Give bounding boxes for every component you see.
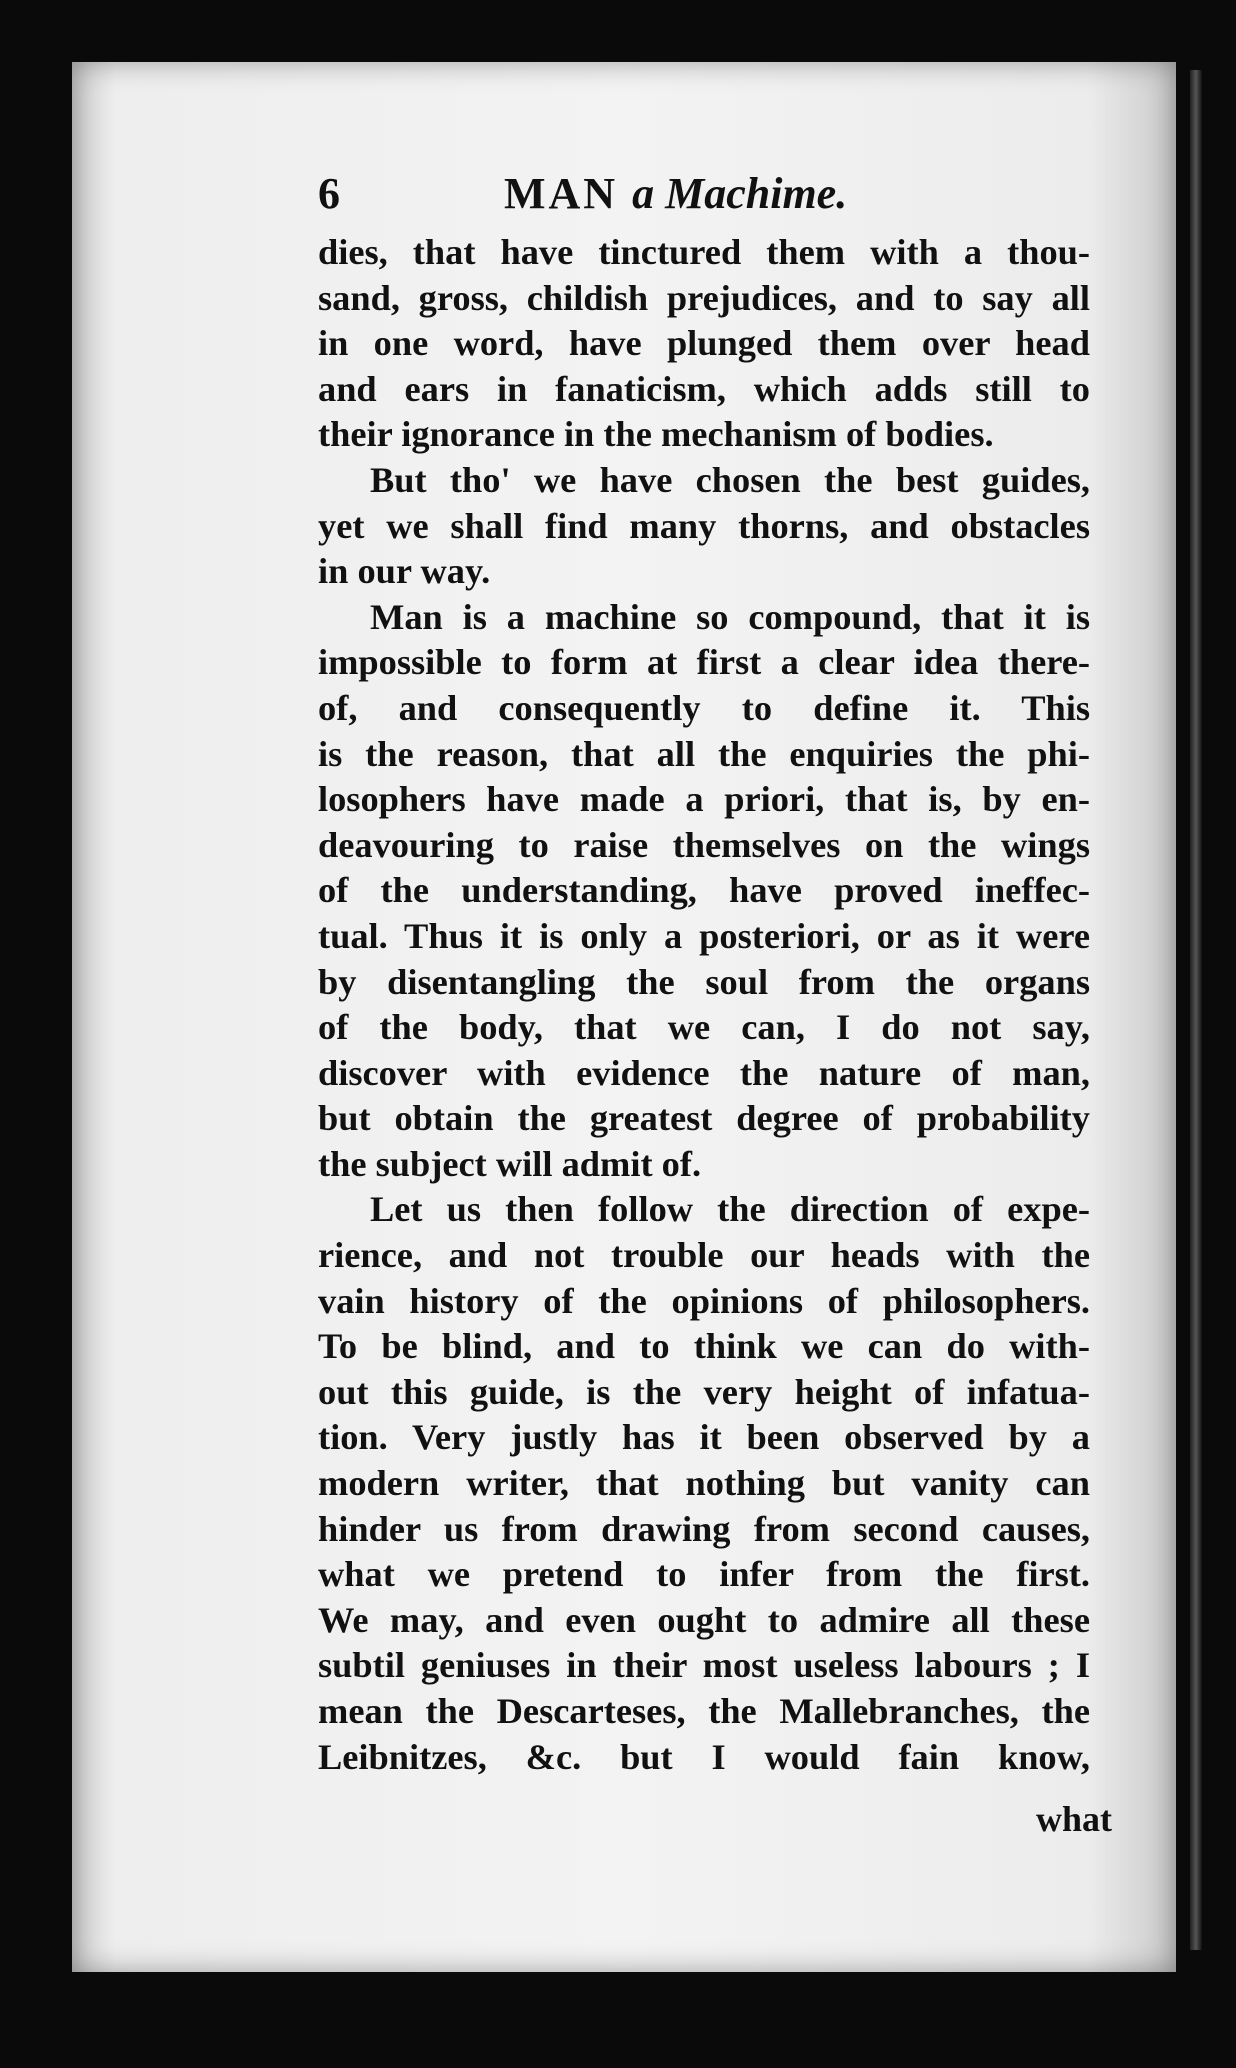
text-line: Leibnitzes, &c. but I would fain know,	[318, 1736, 1090, 1777]
running-head	[504, 168, 847, 219]
text-line: yet we shall find many thorns, and obstacles	[318, 505, 1090, 546]
text-line: and ears in fanaticism, which adds still to	[318, 368, 1090, 409]
text-line: out this guide, is the very height of infatua-	[318, 1371, 1090, 1412]
text-line: of, and consequently to define it. This	[318, 687, 1090, 728]
text-line: of the body, that we can, I do not say,	[318, 1007, 1090, 1048]
text-line: by disentangling the soul from the organs	[318, 961, 1090, 1002]
text-line: subtil geniuses in their most useless labours ; I	[318, 1645, 1090, 1686]
text-line: We may, and even ought to admire all these	[318, 1599, 1090, 1640]
text-line: But tho' we have chosen the best guides,	[370, 459, 1090, 500]
text-line: but obtain the greatest degree of probability	[318, 1098, 1090, 1139]
page-header	[318, 168, 1038, 228]
text-line: in our way.	[318, 551, 491, 592]
text-line: tion. Very justly has it been observed by a	[318, 1417, 1090, 1458]
text-line: losophers have made a priori, that is, by en-	[318, 779, 1090, 820]
text-line: mean the Descarteses, the Mallebranches, the	[318, 1691, 1090, 1731]
text-line: Let us then follow the direction of expe-	[370, 1189, 1090, 1230]
text-line: vain history of the opinions of philosophers.	[318, 1280, 1090, 1321]
body-text	[318, 230, 1090, 1780]
text-line: of the understanding, have proved ineffec-	[318, 870, 1090, 911]
text-line: tual. Thus it is only a posteriori, or as it were	[318, 915, 1090, 956]
text-line: discover with evidence the nature of man,	[318, 1052, 1090, 1093]
page-edge	[1190, 70, 1202, 1950]
text-line: modern writer, that nothing but vanity can	[318, 1463, 1090, 1504]
page-number: 6	[318, 169, 340, 218]
text-line: is the reason, that all the enquiries the phi-	[318, 733, 1090, 774]
text-line: To be blind, and to think we can do with-	[318, 1326, 1090, 1367]
text-line: impossible to form at first a clear idea there-	[318, 642, 1090, 683]
text-line: Man is a machine so compound, that it is	[370, 596, 1090, 637]
text-line: hinder us from drawing from second causes,	[318, 1508, 1090, 1549]
text-line: deavouring to raise themselves on the wings	[318, 824, 1090, 865]
text-line: in one word, have plunged them over head	[318, 323, 1090, 364]
running-head-roman: MAN	[504, 169, 619, 218]
catchword: what	[1036, 1799, 1113, 1839]
text-line: rience, and not trouble our heads with the	[318, 1235, 1090, 1276]
text-line: the subject will admit of.	[318, 1143, 702, 1184]
running-head-italic: a Machime.	[632, 169, 848, 218]
text-line: dies, that have tinctured them with a thou-	[318, 232, 1090, 272]
text-line: what we pretend to infer from the first.	[318, 1554, 1090, 1595]
text-line: their ignorance in the mechanism of bodies.	[318, 414, 994, 455]
text-line: sand, gross, childish prejudices, and to say all	[318, 277, 1090, 318]
